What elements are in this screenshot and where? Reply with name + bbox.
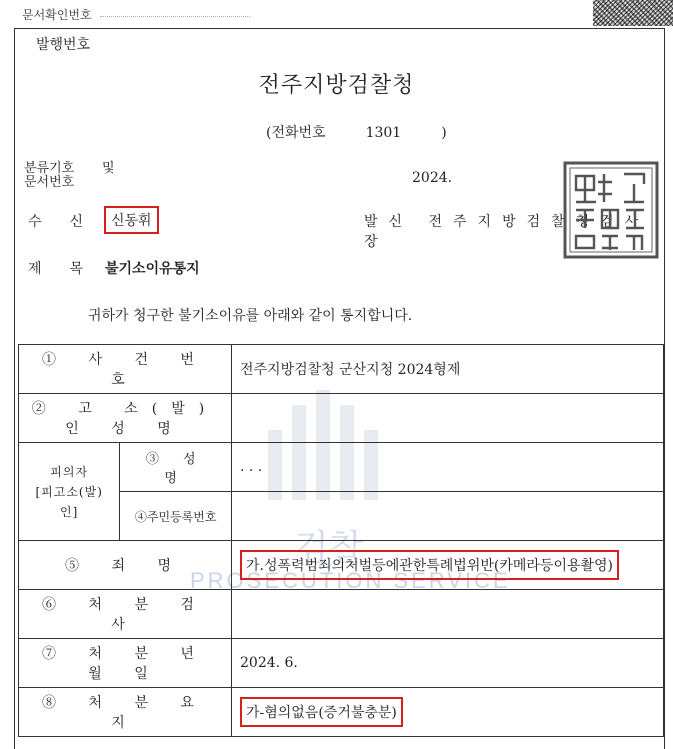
disposition-date-label: ⑦ 처 분 년 월 일: [19, 639, 232, 688]
suspect-name-value: . . .: [232, 443, 664, 492]
watermark-text: PROSECUTION SERVICE: [190, 568, 511, 593]
issue-number-label: 발행번호: [36, 37, 91, 53]
official-seal: [562, 160, 660, 260]
prosecutor-label: ⑥ 처 분 검 사: [19, 590, 232, 639]
phone-label: (전화번호: [266, 125, 326, 141]
table-row: [19, 590, 664, 639]
table-row: [19, 345, 664, 394]
classification-and: 및: [102, 161, 115, 176]
charge-label: ⑤ 죄 명: [19, 541, 232, 590]
suspect-group-label: [19, 443, 120, 541]
disposition-date-value: 2024. 6.: [232, 639, 664, 688]
charge-cell: [232, 541, 664, 590]
complainant-value: [232, 394, 664, 443]
table-row: [19, 688, 664, 737]
disposition-summary-label: ⑧ 처 분 요 지: [19, 688, 232, 737]
watermark-logo: 검찰: [294, 528, 364, 569]
recipient-label: 수신: [28, 214, 112, 230]
charge-value: 가.성폭력범죄의처벌등에관한특례법위반(카메라등이용촬영): [240, 550, 619, 580]
body-text: 귀하가 청구한 불기소이유를 아래와 같이 통지합니다.: [88, 308, 413, 324]
disposition-summary-value: 가-혐의없음(증거불충분): [240, 697, 403, 727]
suspect-id-label: ④주민등록번호: [120, 492, 232, 541]
table-row: [19, 639, 664, 688]
qr-code: [593, 0, 673, 26]
table-row: [19, 394, 664, 443]
notice-table: [18, 344, 664, 737]
classification-label: [24, 161, 115, 190]
document-date: 2024.: [412, 170, 453, 186]
doc-confirm-number: 문서확인번호: [22, 8, 92, 22]
doc-confirm-line: [100, 16, 250, 17]
suspect-group-label-1: 피의자: [50, 464, 89, 479]
disposition-summary-cell: [232, 688, 664, 737]
phone-close: ): [441, 125, 447, 141]
phone-line: [266, 122, 447, 142]
suspect-name-label: ③ 성 명: [120, 443, 232, 492]
suspect-id-value: [232, 492, 664, 541]
prosecutor-value: [232, 590, 664, 639]
classification-label-1: 분류기호: [24, 161, 75, 176]
phone-number: 1301: [365, 125, 402, 141]
suspect-group-label-2: [피고소(발)인]: [35, 484, 103, 519]
organization-title: 전주지방검찰청: [258, 73, 415, 98]
subject-value: 불기소이유통지: [105, 261, 200, 277]
recipient-value: 신동휘: [104, 206, 159, 234]
table-row: [19, 443, 664, 492]
complainant-label: ② 고 소(발) 인 성 명: [19, 394, 232, 443]
classification-label-2: 문서번호: [24, 175, 75, 190]
case-number-label: ① 사 건 번 호: [19, 345, 232, 394]
subject-label: 제목: [28, 261, 112, 277]
case-number-value: 전주지방검찰청 군산지청 2024형제: [232, 345, 664, 394]
table-row: [19, 541, 664, 590]
sender: 발신 전주지방검찰청검사장: [364, 214, 650, 250]
